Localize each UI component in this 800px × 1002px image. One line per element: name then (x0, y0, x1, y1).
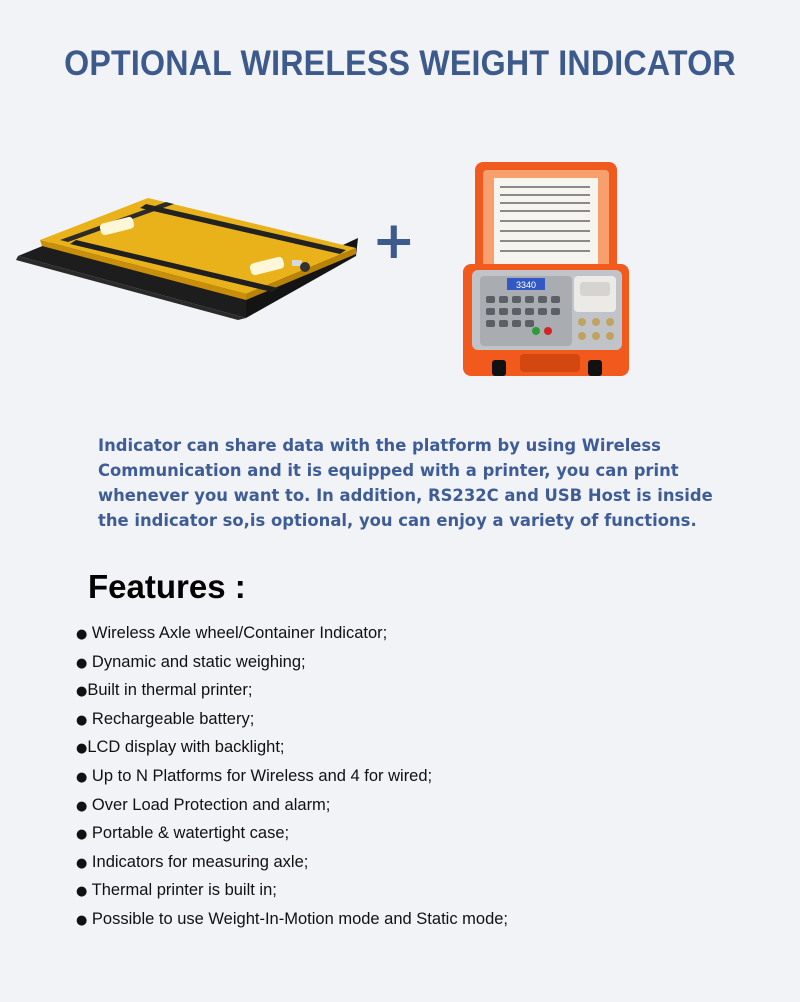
bullet-icon: ● (76, 884, 88, 900)
feature-item (76, 877, 508, 906)
feature-item (76, 677, 508, 706)
feature-item (76, 820, 508, 849)
feature-text: Over Load Protection and alarm; (87, 795, 331, 814)
feature-item (76, 620, 508, 649)
feature-item (76, 706, 508, 735)
feature-item (76, 649, 508, 678)
feature-text: Wireless Axle wheel/Container Indicator; (87, 624, 388, 642)
feature-text: Built in thermal printer; (87, 681, 253, 700)
feature-item (76, 849, 508, 878)
page-title: OPTIONAL WIRELESS WEIGHT INDICATOR (64, 44, 736, 83)
wireless-indicator-image (463, 162, 629, 376)
bullet-icon: ● (76, 798, 88, 814)
feature-text: LCD display with backlight; (87, 738, 285, 757)
feature-item (76, 792, 508, 821)
feature-item (76, 763, 508, 792)
bullet-icon: ● (76, 827, 88, 843)
feature-text: Dynamic and static weighing; (87, 652, 306, 671)
feature-text: Rechargeable battery; (87, 709, 255, 728)
plus-sign: + (372, 211, 416, 271)
feature-text: Up to N Platforms for Wireless and 4 for wired; (87, 766, 433, 785)
feature-item (76, 734, 508, 763)
description-paragraph: Indicator can share data with the platform by using Wireless Communication and it is equipped with a printer, you can print whenever you want to. In addition, RS232C and USB Host is inside the indicator so,is optional, you can enjoy a variety of functions. (98, 436, 713, 530)
bullet-icon: ● (76, 655, 88, 671)
feature-text: Portable & watertight case; (87, 824, 290, 843)
feature-item (76, 906, 508, 935)
feature-text: Indicators for measuring axle; (87, 852, 309, 871)
indicator-display-readout: 3340 (515, 280, 537, 290)
bullet-icon: ● (76, 741, 88, 757)
bullet-icon: ● (76, 855, 88, 871)
bullet-icon: ● (76, 769, 88, 785)
bullet-icon: ● (76, 912, 88, 928)
feature-text: Possible to use Weight-In-Motion mode and Static mode; (87, 909, 509, 928)
bullet-icon: ● (76, 684, 88, 700)
feature-text: Thermal printer is built in; (87, 881, 277, 900)
bullet-icon: ● (76, 712, 88, 728)
features-list (76, 620, 508, 935)
bullet-icon: ● (76, 627, 88, 642)
features-heading: Features : (88, 568, 246, 605)
